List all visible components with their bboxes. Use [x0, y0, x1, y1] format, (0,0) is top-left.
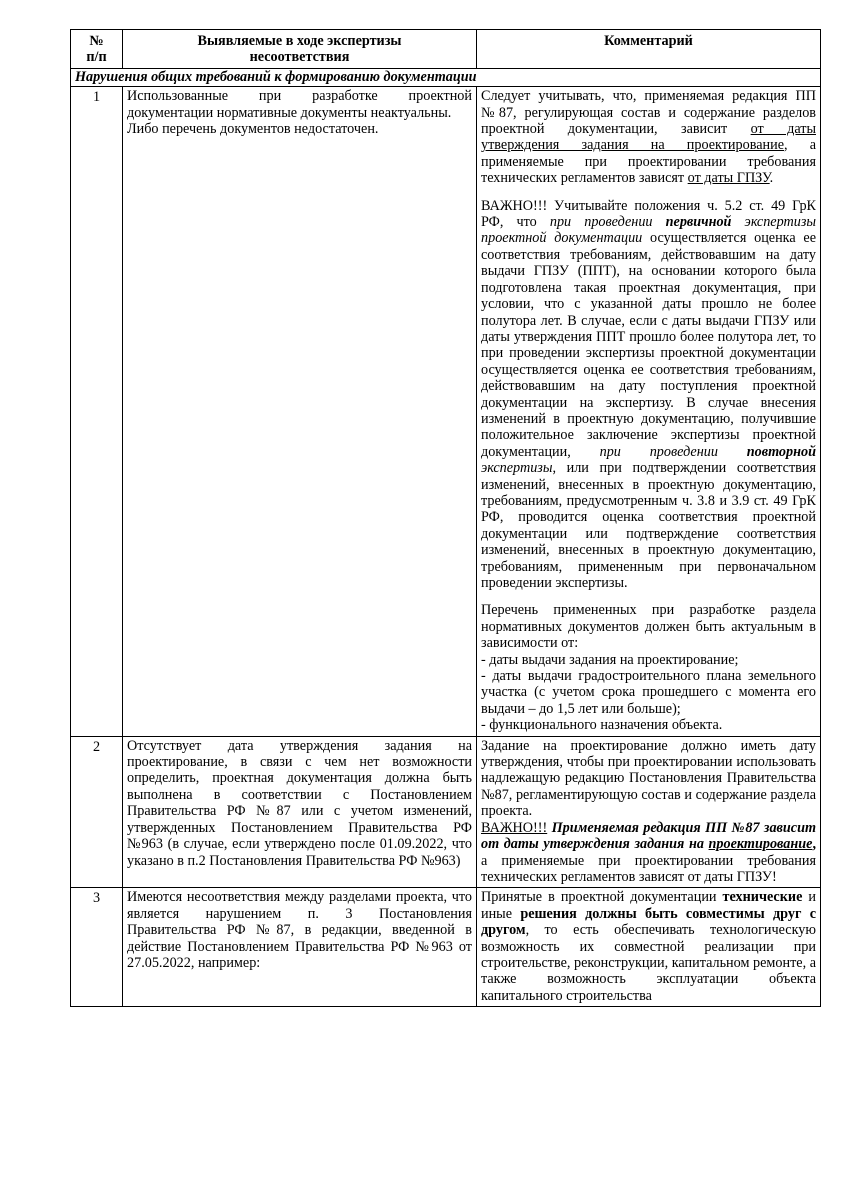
row-number: 2	[71, 736, 123, 888]
expertise-table	[70, 29, 821, 1007]
comment-paragraph: Задание на проектирование должно иметь дату утверждения, чтобы при проектировании использовать надлежащую редакцию Постановления Правительства №87, регламентирующую состав и содержание раздела проекта.	[481, 737, 816, 820]
row-comment	[477, 87, 821, 736]
header-comment: Комментарий	[477, 30, 821, 69]
comment-paragraph: Принятые в проектной документации технические и иные решения должны быть совместимы друг с другом, то есть обеспечивать технологическую возможность их совместной реализации при строительстве, реконструкции, капитальном ремонте, а также возможность эксплуатации объекта капитального строительства	[481, 889, 816, 1004]
header-num: № п/п	[71, 30, 123, 69]
row-comment	[477, 888, 821, 1007]
row-comment	[477, 736, 821, 888]
table-header-row	[71, 30, 821, 69]
row-number: 3	[71, 888, 123, 1007]
row-issue: Использованные при разработке проектной документации нормативные документы неактуальны. Либо перечень документов недостаточен.	[123, 87, 477, 736]
table-row	[71, 888, 821, 1007]
section-title: Нарушения общих требований к формированию документации	[71, 68, 821, 86]
header-issue: Выявляемые в ходе экспертизы несоответствия	[123, 30, 477, 69]
table-row	[71, 87, 821, 736]
row-number: 1	[71, 87, 123, 736]
comment-paragraph: ВАЖНО!!! Учитывайте положения ч. 5.2 ст. 49 ГрК РФ, что при проведении первичной экспертизы проектной документации осуществляется оценка ее соответствия требованиям, действовавшим на дату выдачи ГПЗУ (ППТ), на основании которого была подготовлена такая проектная документация, при условии, что с указанной даты прошло не более полутора лет. В случае, если с даты выдачи ГПЗУ или даты утверждения ППТ прошло более полутора лет, то при проведении экспертизы проектной документации осуществляется оценка ее соответствия требованиям, действовавшим на дату поступления проектной документации на экспертизу. В случае внесения изменений в проектную документацию, получившие положительное заключение экспертизы проектной документации, при проведении повторной экспертизы, или при подтверждении соответствия изменений, внесенных в проектную документацию, требованиям, предусмотренным ч. 3.8 и 3.9 ст. 49 ГрК РФ, проводится оценка соответствия проектной документации или подтверждение соответствия изменений, внесенных в проектную документацию, требованиям, примененным при первоначальном проведении экспертизы.	[481, 197, 816, 591]
row-issue: Имеются несоответствия между разделами проекта, что является нарушением п. 3 Постановления Правительства РФ №87, в редакции, введенной в действие Постановлением Правительства РФ №963 от 27.05.2022, например:	[123, 888, 477, 1007]
section-row	[71, 68, 821, 86]
comment-paragraph: Перечень примененных при разработке раздела нормативных документов должен быть актуальным в зависимости от: - даты выдачи задания на проектирование; - даты выдачи градостроительного плана земельного участка (с учетом срока прошедшего с момента его выдачи – до 1,5 лет или больше); - функционального назначения объекта.	[481, 602, 816, 734]
comment-paragraph: Следует учитывать, что, применяемая редакция ПП №87, регулирующая состав и содержание разделов проектной документации, зависит от даты утверждения задания на проектирование, а применяемые при проектировании требования технических регламентов зависят от даты ГПЗУ.	[481, 88, 816, 187]
comment-paragraph: ВАЖНО!!! Применяемая редакция ПП №87 зависит от даты утверждения задания на проектирование, а применяемые при проектировании требования технических регламентов зависят от даты ГПЗУ!	[481, 819, 817, 885]
table-row	[71, 736, 821, 888]
row-issue: Отсутствует дата утверждения задания на проектирование, в связи с чем нет возможности определить, проектная документация должна быть выполнена в соответствии с Постановлением Правительства РФ №87 или с учетом изменений, утвержденных Постановлением Правительства РФ №963 (в случае, если утверждено после 01.09.2022, что указано в п.2 Постановления Правительства РФ №963)	[123, 736, 477, 888]
